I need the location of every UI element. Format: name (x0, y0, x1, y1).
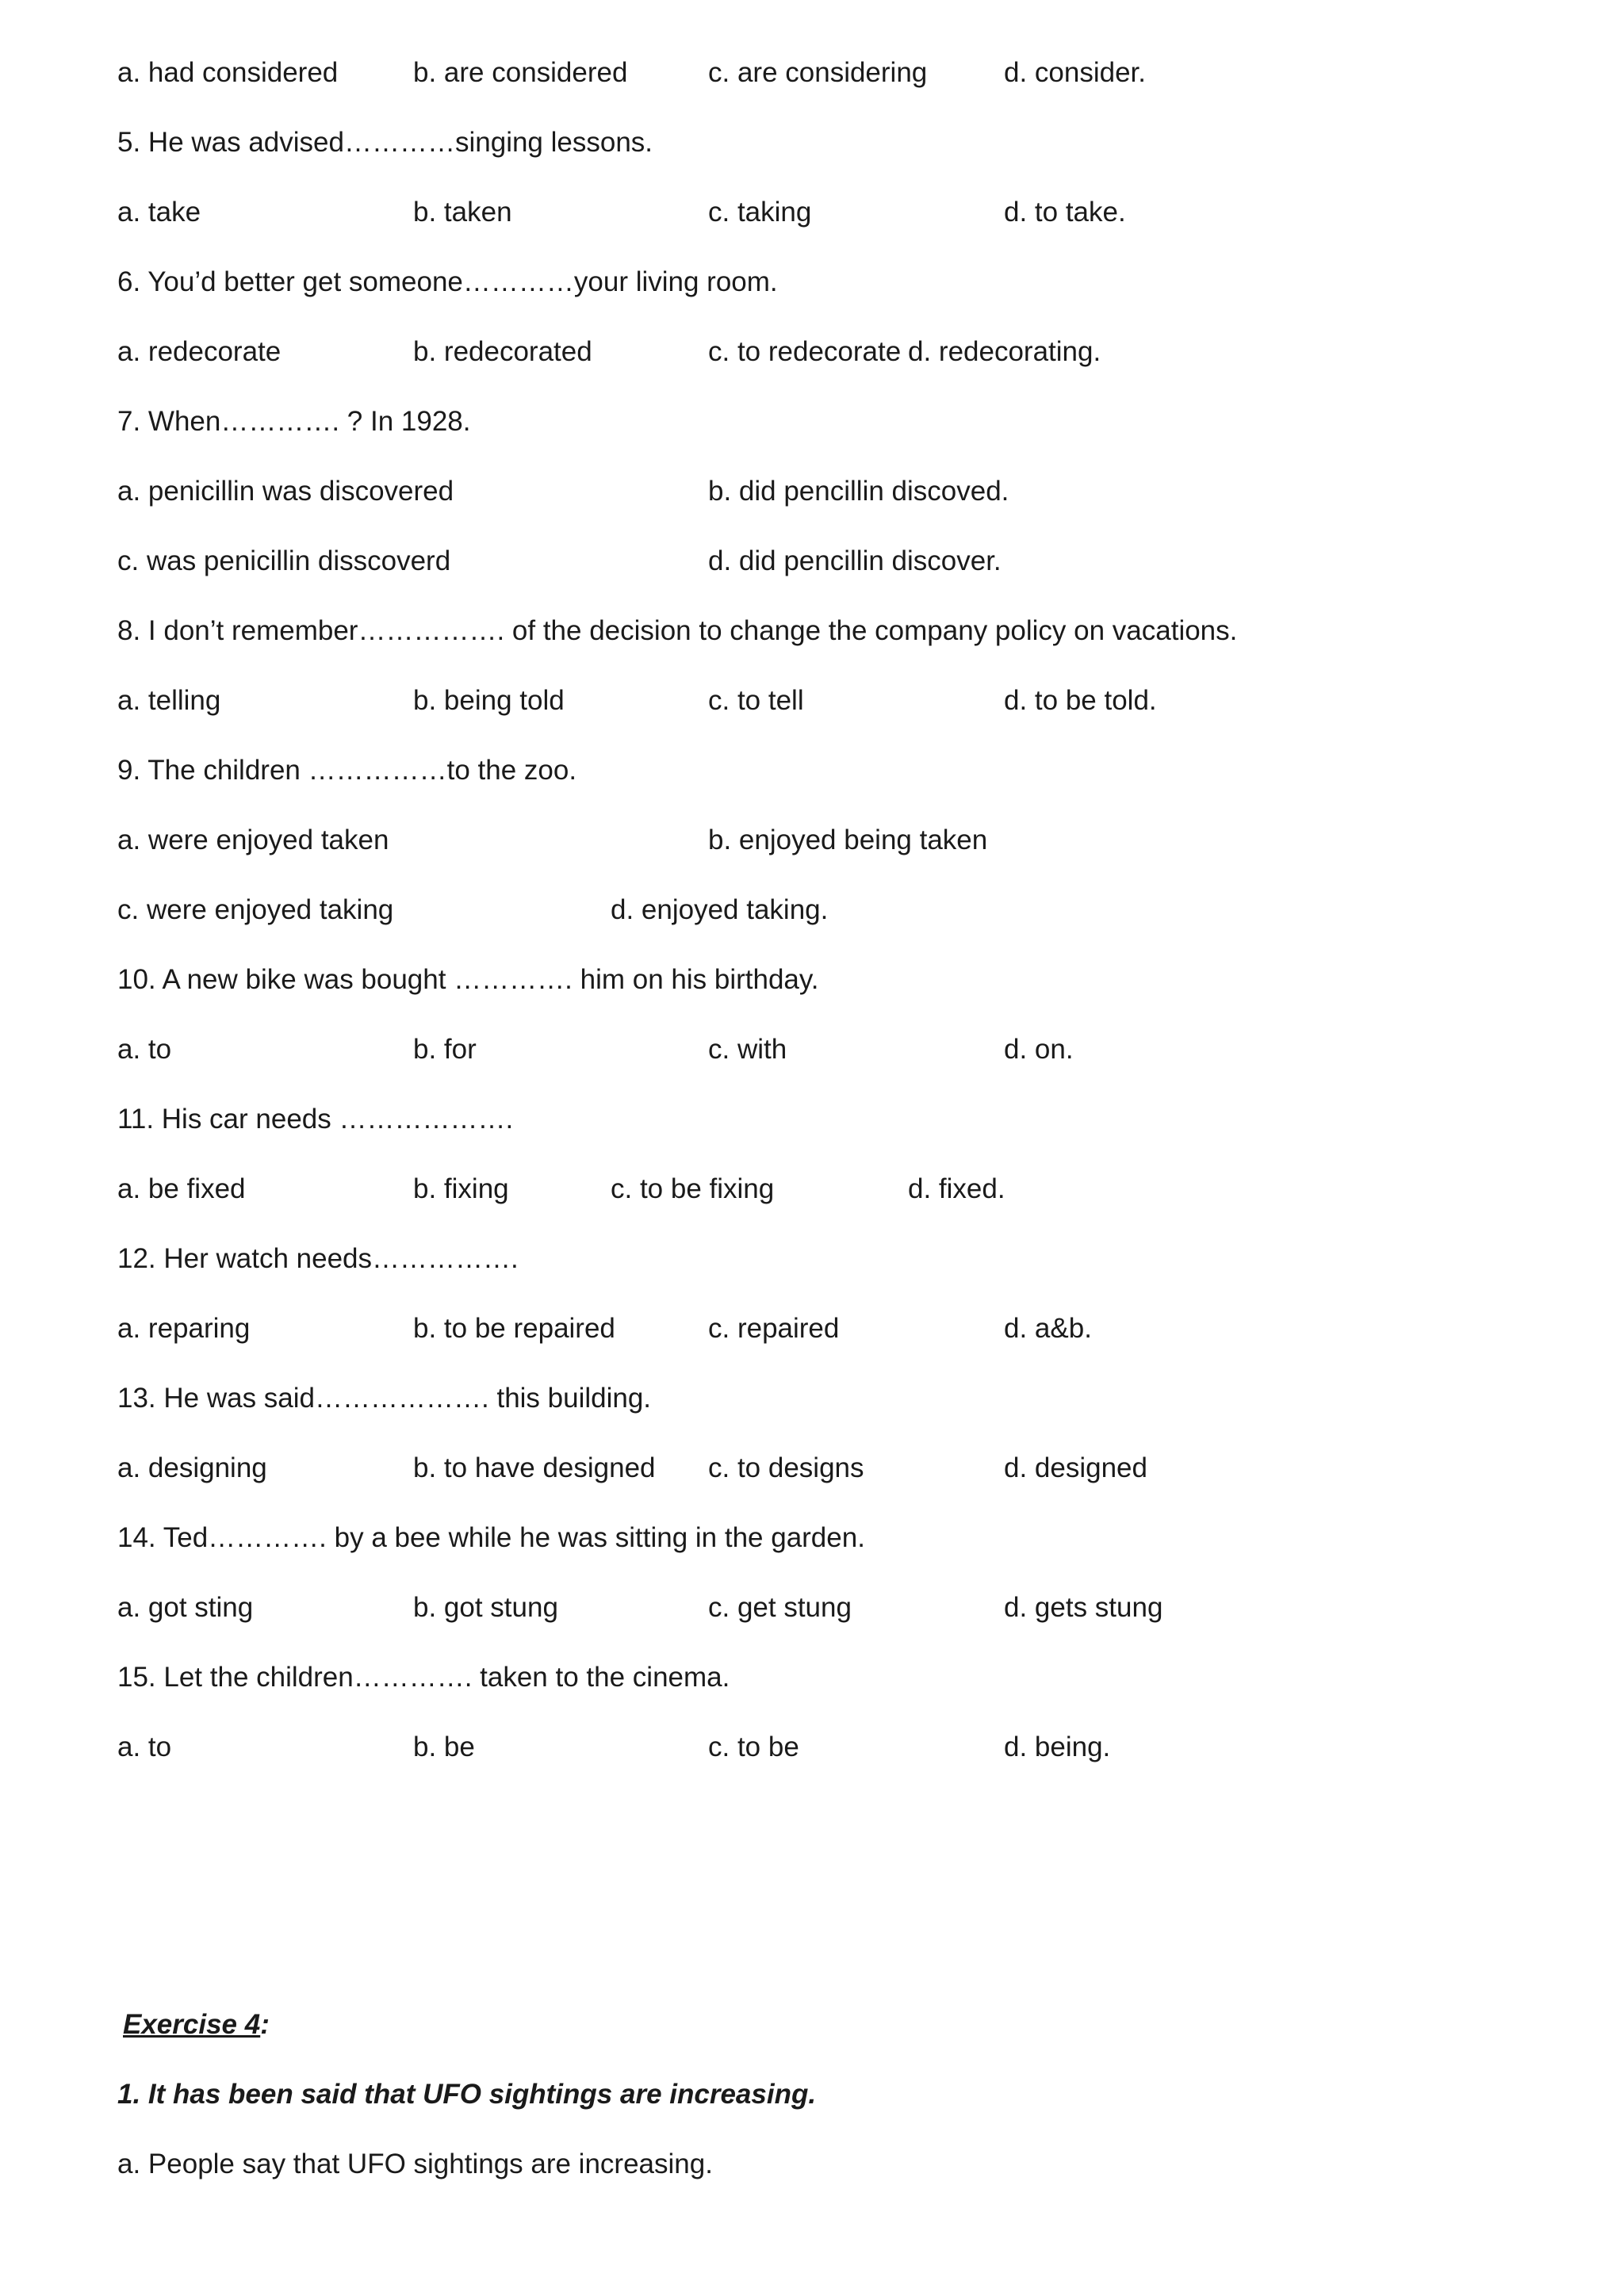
option-a: a. were enjoyed taken (117, 825, 389, 855)
option-b: b. fixing (413, 1173, 509, 1204)
question-text: 11. His car needs ………………. (117, 1104, 514, 1135)
option-c: c. are considering (708, 57, 928, 88)
question-10 (0, 956, 1624, 1004)
option-c: c. were enjoyed taking (117, 894, 394, 925)
option-a: a. People say that UFO sightings are increasing. (117, 2149, 713, 2179)
option-d: d. on. (1004, 1034, 1074, 1065)
options-row-14 (0, 1584, 1624, 1632)
options-row-9-cd (0, 886, 1624, 934)
option-d: d. being. (1004, 1732, 1111, 1762)
question-text: 12. Her watch needs……………. (117, 1243, 519, 1274)
question-15 (0, 1654, 1624, 1701)
options-row-7-ab (0, 468, 1624, 515)
option-a: a. to (117, 1034, 172, 1065)
question-text: 5. He was advised…………singing lessons. (117, 127, 653, 158)
option-b: b. are considered (413, 57, 628, 88)
option-d: d. redecorating. (908, 336, 1101, 367)
question-text: 6. You’d better get someone…………your living room. (117, 266, 778, 297)
question-12 (0, 1235, 1624, 1283)
options-row-10 (0, 1026, 1624, 1073)
option-d: d. to be told. (1004, 685, 1157, 716)
options-row-4 (0, 49, 1624, 97)
exercise-4-answer-a (0, 2141, 1624, 2188)
options-row-6 (0, 328, 1624, 376)
question-text: 10. A new bike was bought …………. him on his birthday. (117, 964, 819, 995)
option-a: a. take (117, 197, 201, 228)
option-d: d. to take. (1004, 197, 1126, 228)
option-b: b. for (413, 1034, 477, 1065)
options-row-11 (0, 1165, 1624, 1213)
option-c: c. to redecorate (708, 336, 902, 367)
option-d: d. fixed. (908, 1173, 1005, 1204)
exercise-4-colon: : (260, 2009, 270, 2040)
option-a: a. redecorate (117, 336, 282, 367)
option-b: b. got stung (413, 1592, 558, 1623)
options-row-9-ab (0, 817, 1624, 864)
option-b: b. to be repaired (413, 1313, 615, 1344)
option-b: b. redecorated (413, 336, 592, 367)
option-a: a. telling (117, 685, 221, 716)
question-text: 15. Let the children…………. taken to the cinema. (117, 1662, 730, 1693)
option-b: b. to have designed (413, 1452, 656, 1483)
exercise-4-question-1 (0, 2071, 1624, 2118)
question-14 (0, 1514, 1624, 1562)
exercise-4-title: Exercise 4 (123, 2009, 261, 2040)
question-text: 7. When…………. ? In 1928. (117, 406, 471, 437)
options-row-5 (0, 189, 1624, 236)
options-row-15 (0, 1724, 1624, 1771)
option-a: a. got sting (117, 1592, 254, 1623)
question-text: 14. Ted…………. by a bee while he was sitting in the garden. (117, 1522, 865, 1553)
option-d: d. designed (1004, 1452, 1147, 1483)
options-row-13 (0, 1445, 1624, 1492)
question-text: 8. I don’t remember……………. of the decision to change the company policy on vacations. (117, 615, 1238, 646)
options-row-7-cd (0, 538, 1624, 585)
question-13 (0, 1375, 1624, 1422)
option-b: b. taken (413, 197, 512, 228)
question-text: 9. The children ……………to the zoo. (117, 755, 577, 786)
question-7 (0, 398, 1624, 446)
option-c: c. was penicillin disscoverd (117, 545, 451, 576)
option-b: b. did pencillin discoved. (708, 476, 1009, 507)
option-b: b. be (413, 1732, 475, 1762)
option-c: c. taking (708, 197, 812, 228)
option-b: b. being told (413, 685, 565, 716)
option-d: d. gets stung (1004, 1592, 1163, 1623)
option-c: c. to be fixing (611, 1173, 775, 1204)
question-9 (0, 747, 1624, 794)
question-5 (0, 119, 1624, 166)
option-a: a. had considered (117, 57, 339, 88)
option-c: c. get stung (708, 1592, 852, 1623)
option-c: c. with (708, 1034, 787, 1065)
options-row-12 (0, 1305, 1624, 1353)
question-11 (0, 1096, 1624, 1143)
option-b: b. enjoyed being taken (708, 825, 988, 855)
question-text: 13. He was said………………. this building. (117, 1383, 652, 1414)
option-c: c. to be (708, 1732, 799, 1762)
option-a: a. penicillin was discovered (117, 476, 454, 507)
option-d: d. a&b. (1004, 1313, 1092, 1344)
option-d: d. enjoyed taking. (611, 894, 829, 925)
option-c: c. repaired (708, 1313, 840, 1344)
question-text: 1. It has been said that UFO sightings are increasing. (117, 2079, 817, 2110)
option-a: a. reparing (117, 1313, 251, 1344)
option-d: d. did pencillin discover. (708, 545, 1002, 576)
exercise-4-heading (123, 2001, 270, 2049)
option-d: d. consider. (1004, 57, 1146, 88)
option-c: c. to designs (708, 1452, 864, 1483)
question-8 (0, 607, 1624, 655)
options-row-8 (0, 677, 1624, 725)
option-a: a. be fixed (117, 1173, 246, 1204)
option-c: c. to tell (708, 685, 804, 716)
question-6 (0, 258, 1624, 306)
option-a: a. to (117, 1732, 172, 1762)
option-a: a. designing (117, 1452, 267, 1483)
